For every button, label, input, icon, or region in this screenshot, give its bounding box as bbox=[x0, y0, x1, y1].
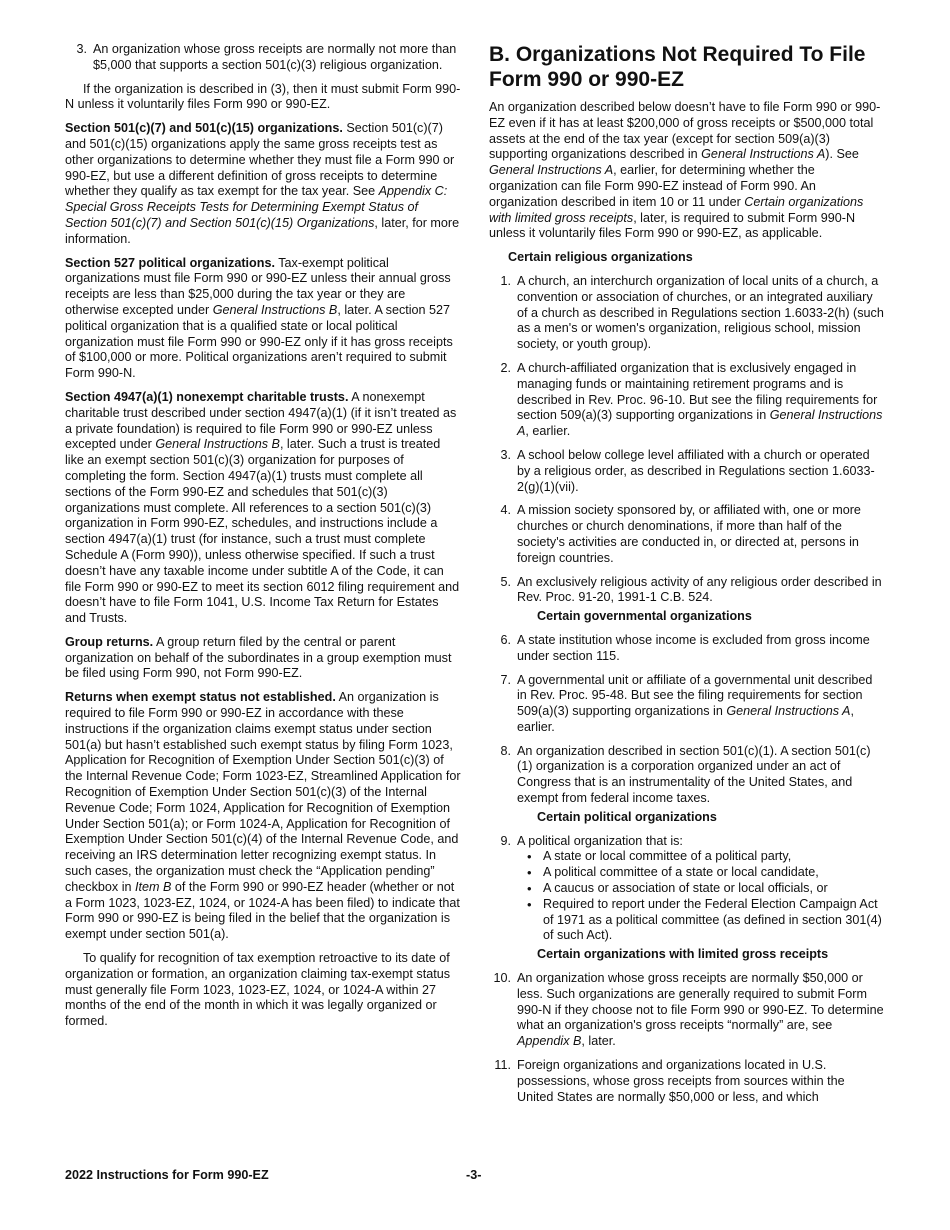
general-instructions-b-reference: General Instructions B bbox=[212, 302, 338, 317]
list-item-3 bbox=[489, 448, 884, 495]
section-b-title: B. Organizations Not Required To File Form 990 or 990-EZ bbox=[489, 43, 866, 91]
list-item-11 bbox=[489, 1058, 884, 1105]
section-4947-paragraph bbox=[65, 390, 462, 627]
list-item-6 bbox=[489, 633, 884, 665]
item-10-tail: , later. bbox=[581, 1034, 616, 1049]
item-b-reference: Item B bbox=[135, 879, 172, 894]
item-text: An organization described in section 501(c)(1). A section 501(c)(1) organization is a corporation organized under an act of Congress that is an instrumentality of the United States, and exempt from federal income taxes. bbox=[517, 743, 871, 806]
item-number: 10. bbox=[493, 971, 511, 986]
item-text: A state institution whose income is excluded from gross income under section 115. bbox=[517, 632, 870, 663]
subheading-religious: Certain religious organizations bbox=[508, 250, 693, 265]
list-item-5 bbox=[489, 575, 884, 607]
item-2-text: A church-affiliated organization that is exclusively engaged in managing funds or maintaining retirement programs and is described in Rev. Proc. 96-10. But see the filing requirements for section 509(a)(3) supporting organizations in bbox=[517, 360, 878, 423]
section-527-tail: , later. A section 527 political organization that is a qualified state or local political organization must file Form 990 or 990-EZ only if it has gross receipts of $100,000 or more. Political organizations aren’t required to submit Form 990-N. bbox=[65, 302, 453, 381]
paragraph-if-described: If the organization is described in (3), then it must submit Form 990-N unless it voluntarily files Form 990 or 990-EZ. bbox=[65, 81, 461, 112]
returns-exempt-tail: of the Form 990 or 990-EZ header (whether or not a Form 1023, 1023-EZ, 1024, or 1024-A has been filed) to indicate that Form 990 or 990-EZ is being filed in the belief that the organization is exempt under section 501(a). bbox=[65, 879, 460, 942]
list-item-1 bbox=[489, 274, 884, 353]
item-text: Foreign organizations and organizations located in U.S. possessions, whose gross receipts from sources within the United States are normally $50,000 or less, and which bbox=[517, 1058, 845, 1104]
returns-exempt-heading: Returns when exempt status not established. bbox=[65, 690, 336, 705]
item-text: A mission society sponsored by, or affiliated with, one or more churches or church denominations, if more than half of the society's activities are conducted in, or directed at, persons in foreign countries. bbox=[517, 503, 861, 565]
left-column bbox=[65, 42, 462, 1038]
item-text bbox=[517, 834, 884, 945]
item-text: A church, an interchurch organization of local units of a church, a convention or association of churches, or an integrated auxiliary of a church as described in Regulations section 1.6033-2(h) (such as a men's or women's organization, religious school, mission society, or youth group). bbox=[517, 273, 884, 352]
list-item-7 bbox=[489, 673, 884, 736]
item-2-tail: , earlier. bbox=[525, 424, 571, 439]
general-instructions-a-reference: General Instructions A bbox=[517, 408, 883, 439]
intro-text-d: , later, is required to submit Form 990-N unless it voluntarily files Form 990 or 990-EZ, as applicable. bbox=[489, 210, 856, 241]
item-text: A school below college level affiliated with a church or operated by a religious order, as described in Regulations section 1.6033-2(g)(1)(vii). bbox=[517, 447, 875, 494]
list-item-3-left bbox=[65, 42, 462, 74]
intro-text-c: , earlier, for determining whether the organization can file Form 990-EZ instead of Form 990. An organization described in item 10 or 11 under bbox=[489, 163, 816, 209]
footer-form-title: 2022 Instructions for Form 990-EZ bbox=[65, 1168, 269, 1182]
section-4947-text: A nonexempt charitable trust described under section 4947(a)(1) (if it isn’t treated as a private foundation) is required to file Form 990 or 990-EZ unless excepted under bbox=[65, 389, 457, 452]
returns-exempt-text: An organization is required to file Form 990 or 990-EZ in accordance with these instructions if the organization claims exempt status under section 501(a) but hasn’t established such exempt status by filing Form 1023, Application for Recognition of Exemption Under Section 501(c)(3) of the Internal Revenue Code; Form 1023-EZ, Streamlined Application for Recognition of Exemption Under Section 501(c)(3) of the Internal Revenue Code; Form 1024, Application for Recognition of Exemption Under Section 501(a); or Form 1024-A, Application for Recognition of Exemption Under Section 501(c)(4) of the Internal Revenue Code, and receiving an IRS determination letter recognizing exempt status. In such cases, the organization must check the “Application pending” checkbox in bbox=[65, 690, 461, 894]
section-501c7-text: Section 501(c)(7) and 501(c)(15) organizations apply the same gross receipts test as other organizations to determine whether they must file a Form 990 or 990-EZ, but use a different definition of gross receipts to determine whether they qualify as tax exempt for the tax year. See bbox=[65, 121, 455, 199]
intro-text-a: An organization described below doesn’t have to file Form 990 or 990-EZ even if it has at least $200,000 of gross receipts or $500,000 total assets at the end of the tax year (except for section 509(a)(3) supporting organizations described in bbox=[489, 100, 881, 162]
item-9-text: A political organization that is: bbox=[517, 833, 683, 848]
item-number: 4. bbox=[500, 503, 511, 518]
page-number: -3- bbox=[466, 1168, 482, 1182]
item-7-tail: , earlier. bbox=[517, 704, 854, 734]
returns-exempt-paragraph bbox=[65, 690, 462, 943]
item-number: 7. bbox=[500, 672, 511, 687]
list-item-2 bbox=[489, 361, 884, 440]
item-number: 9. bbox=[500, 833, 511, 848]
item-7-text: A governmental unit or affiliate of a governmental unit described in Rev. Proc. 95-48. But see the filing requirements for section 509(a)(3) supporting organizations in bbox=[517, 672, 873, 719]
group-returns-paragraph bbox=[65, 635, 462, 682]
item-number: 8. bbox=[500, 743, 511, 758]
section-527-paragraph bbox=[65, 256, 462, 382]
general-instructions-a-reference: General Instructions A bbox=[489, 163, 614, 178]
list-item-10 bbox=[489, 971, 884, 1050]
list-item-8 bbox=[489, 744, 884, 807]
section-527-heading: Section 527 political organizations. bbox=[65, 255, 275, 270]
group-returns-heading: Group returns. bbox=[65, 634, 154, 649]
intro-text-b: ). See bbox=[825, 147, 859, 162]
political-bullet-list bbox=[517, 849, 884, 944]
general-instructions-a-reference: General Instructions A bbox=[726, 704, 851, 719]
item-text: An exclusively religious activity of any religious order described in Rev. Proc. 91-20, 1991-1 C.B. 524. bbox=[517, 574, 882, 605]
list-item-9 bbox=[489, 834, 884, 945]
item-number: 3. bbox=[500, 447, 511, 462]
item-text bbox=[517, 971, 884, 1050]
limited-gross-receipts-reference: Certain organizations with limited gross receipts bbox=[489, 194, 864, 225]
section-501c7-tail: , later, for more information. bbox=[65, 215, 460, 246]
general-instructions-b-reference: General Instructions B bbox=[155, 437, 280, 452]
item-number: 3. bbox=[76, 42, 87, 56]
item-number: 5. bbox=[500, 574, 511, 589]
subheading-limited: Certain organizations with limited gross receipts bbox=[537, 947, 829, 962]
subheading-governmental: Certain governmental organizations bbox=[537, 609, 752, 624]
list-item-4 bbox=[489, 503, 884, 566]
appendix-b-reference: Appendix B bbox=[517, 1034, 582, 1049]
bullet-item: • A political committee of a state or local candidate, bbox=[517, 865, 884, 881]
paragraph-qualify: To qualify for recognition of tax exemption retroactive to its date of organization or formation, an organization claiming tax-exempt status must generally file Form 1023, 1023-EZ, 1024, or 1024-A within 27 months of the end of the month in which it was legally organized or formed. bbox=[65, 951, 451, 1029]
section-4947-tail: , later. Such a trust is treated like an exempt section 501(c)(3) organization for purposes of completing the form. Section 4947(a)(1) trusts must complete all sections of the Form 990-EZ and schedules that 501(c)(3) organizations must complete. All references to a section 501(c)(3) organization in Form 990-EZ, schedules, and instructions include a section 4947(a)(1) trust (for instance, such a trust must complete Schedule A (Form 990)), unless otherwise specified. If such a trust doesn’t have any taxable income under subtitle A of the Code, it can file Form 990 or 990-EZ to meet its section 6012 filing requirement and doesn’t have to file Form 1041, U.S. Income Tax Return for Estates and Trusts. bbox=[65, 437, 460, 626]
group-returns-text: A group return filed by the central or parent organization on behalf of the subordinates in a group exemption must be filed using Form 990, not Form 990-EZ. bbox=[65, 634, 452, 681]
section-4947-heading: Section 4947(a)(1) nonexempt charitable trusts. bbox=[65, 389, 349, 404]
general-instructions-a-reference: General Instructions A bbox=[701, 147, 826, 162]
bullet-item: • Required to report under the Federal Election Campaign Act of 1971 as a political committee (as defined in section 301(4) of such Act). bbox=[517, 897, 884, 944]
appendix-c-reference: Appendix C: Special Gross Receipts Tests for Determining Exempt Status of Section 501(c)(7) and Section 501(c)(15) Organizations bbox=[65, 184, 448, 230]
section-527-text: Tax-exempt political organizations must file Form 990 or 990-EZ unless their annual gross receipts are less than $25,000 during the tax year or they are otherwise excepted under bbox=[65, 255, 451, 317]
bullet-item: • A caucus or association of state or local officials, or bbox=[517, 881, 884, 897]
item-text: An organization whose gross receipts are normally not more than $5,000 that supports a section 501(c)(3) religious organization. bbox=[93, 42, 457, 72]
right-column bbox=[489, 42, 884, 1113]
section-501c7-paragraph bbox=[65, 121, 462, 247]
item-text bbox=[517, 361, 884, 440]
section-501c7-heading: Section 501(c)(7) and 501(c)(15) organizations. bbox=[65, 121, 343, 136]
item-number: 1. bbox=[500, 273, 511, 288]
item-10-text: An organization whose gross receipts are normally $50,000 or less. Such organizations are generally required to submit Form 990-N if they choose not to file Form 990 or 990-EZ. To determine what an organization's gross receipts “normally” are, see bbox=[517, 971, 884, 1033]
item-number: 6. bbox=[500, 632, 511, 647]
item-number: 11. bbox=[494, 1058, 511, 1073]
item-text bbox=[517, 673, 884, 736]
bullet-item: • A state or local committee of a political party, bbox=[517, 849, 884, 865]
section-b-intro bbox=[489, 100, 884, 242]
subheading-political: Certain political organizations bbox=[537, 809, 717, 824]
item-number: 2. bbox=[500, 360, 511, 375]
